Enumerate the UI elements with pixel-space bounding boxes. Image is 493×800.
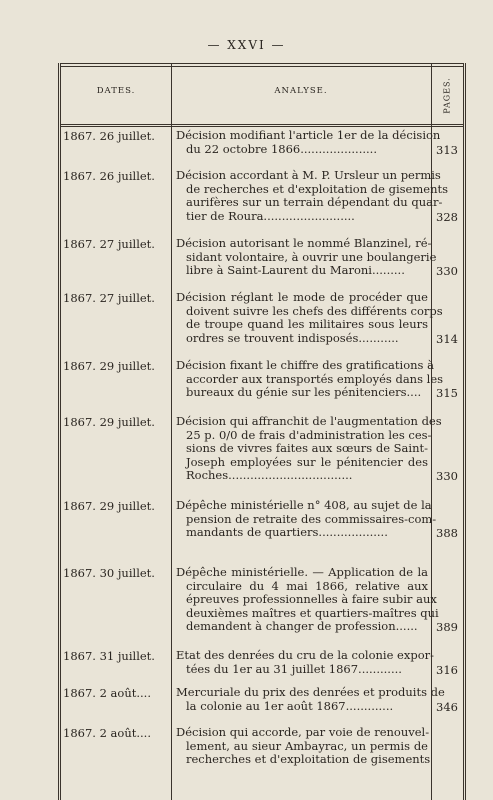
- entry-date: 1867. 2 août....: [63, 686, 151, 700]
- entry-analysis: Mercuriale du prix des denrées et produits de la colonie au 1er août 1867.............: [176, 685, 445, 713]
- index-table: [58, 63, 466, 800]
- entry-page: 346: [436, 699, 458, 714]
- entry-analysis: Décision accordant à M. P. Ursleur un permis de recherches et d'exploitation de gisements aurifères sur un terrain dépendant du quar- tier de Roura.........................: [176, 168, 448, 223]
- column-divider-dates: [171, 63, 172, 800]
- entry-analysis: Décision fixant le chiffre des gratifications à accorder aux transportés employés dans les bureaux du génie sur les pénitenciers....: [176, 358, 444, 399]
- entry-analysis: Décision qui affranchit de l'augmentation des 25 p. 0/0 de frais d'administration les ces- sions de vivres faites aux sœurs de Saint- Joseph employées sur le pénitencier des Roches..................................: [176, 414, 442, 482]
- entry-date: 1867. 27 juillet.: [63, 291, 155, 305]
- header-analyse: ANALYSE.: [274, 86, 328, 96]
- entry-page: 328: [436, 209, 458, 224]
- entry-analysis: Dépêche ministérielle. — Application de la circulaire du 4 mai 1866, relative aux épreuves professionnelles à faire subir aux deuxièmes maîtres et quartiers-maîtres qui demandent à changer de profession......: [176, 565, 439, 633]
- entry-analysis: Dépêche ministérielle n° 408, au sujet de la pension de retraite des commissaires-com- mandants de quartiers...................: [176, 498, 437, 539]
- entry-date: 1867. 26 juillet.: [63, 169, 155, 183]
- entry-analysis: Décision autorisant le nommé Blanzinel, ré- sidant volontaire, à ouvrir une boulangerie libre à Saint-Laurent du Maroni.........: [176, 236, 437, 277]
- header-rule: [61, 124, 463, 127]
- entry-date: 1867. 29 juillet.: [63, 415, 155, 429]
- entry-analysis: Etat des denrées du cru de la colonie expor- tées du 1er au 31 juillet 1867............: [176, 648, 435, 676]
- header-dates: DATES.: [96, 86, 136, 96]
- entry-page: 314: [436, 331, 458, 346]
- header-pages-label: PAGES.: [442, 76, 452, 114]
- entry-analysis: Décision qui accorde, par voie de renouvel- lement, au sieur Ambayrac, un permis de recherches et d'exploitation de gisements: [176, 725, 431, 766]
- entry-date: 1867. 31 juillet.: [63, 649, 155, 663]
- entry-page: 330: [436, 469, 458, 483]
- entry-date: 1867. 30 juillet.: [63, 566, 155, 580]
- entry-page: 315: [436, 386, 458, 400]
- page-number: — XXVI —: [207, 38, 286, 52]
- entry-date: 1867. 29 juillet.: [63, 359, 155, 373]
- entry-page: 316: [436, 662, 458, 677]
- entry-analysis: Décision réglant le mode de procéder que doivent suivre les chefs des différents corps de troupe quand les militaires sous leurs ordres se trouvent indisposés...........: [176, 290, 443, 345]
- entry-date: 1867. 26 juillet.: [63, 129, 155, 143]
- entry-analysis: Décision modifiant l'article 1er de la décision du 22 octobre 1866.....................: [176, 128, 441, 156]
- entry-date: 1867. 29 juillet.: [63, 499, 155, 513]
- entry-page: 389: [436, 620, 458, 634]
- entry-page: 388: [436, 526, 458, 540]
- header-pages: [431, 69, 463, 121]
- entry-page: 330: [436, 264, 458, 278]
- entry-page: 313: [436, 143, 458, 157]
- entry-date: 1867. 27 juillet.: [63, 237, 155, 251]
- entry-date: 1867. 2 août....: [63, 726, 151, 740]
